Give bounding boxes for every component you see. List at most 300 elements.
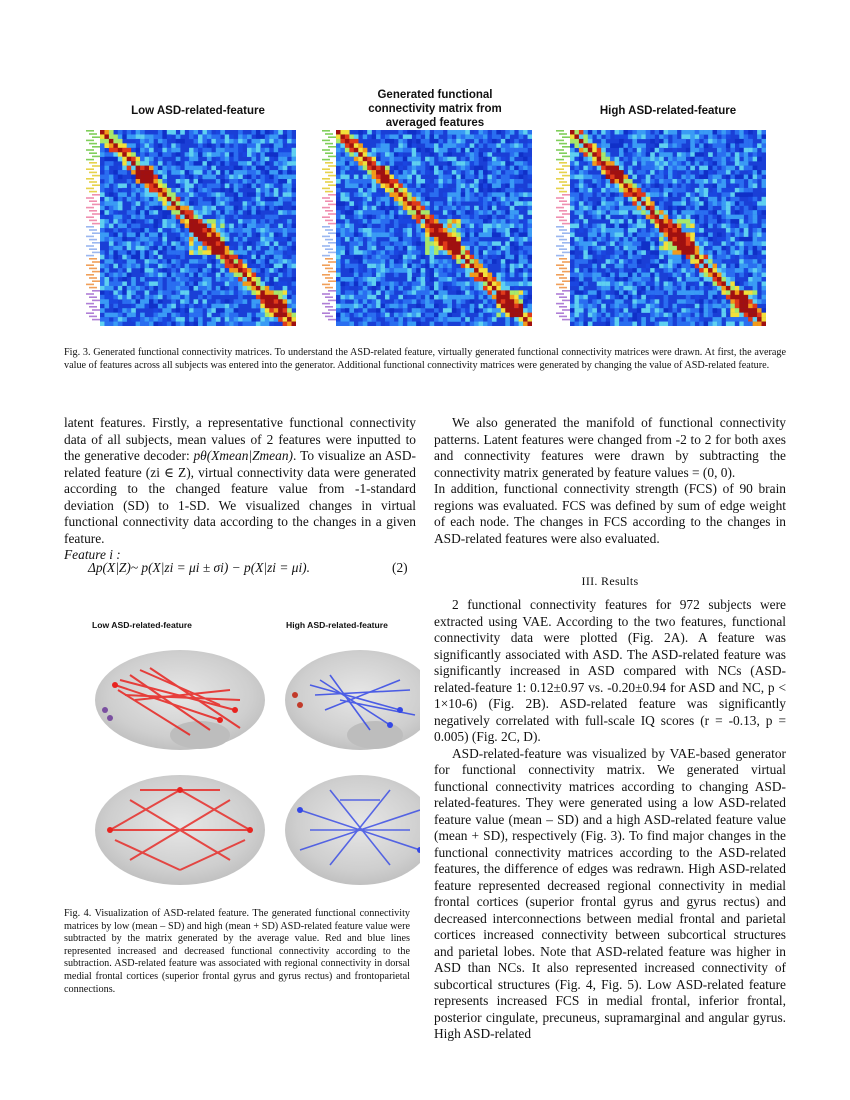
matrix-cell [597,224,602,229]
matrix-cell [601,264,606,269]
matrix-cell [641,197,646,202]
matrix-cell [514,219,519,224]
matrix-cell [207,139,212,144]
matrix-cell [601,277,606,282]
matrix-cell [269,264,274,269]
matrix-cell [574,268,579,273]
row-label-tick [86,130,94,132]
matrix-cell [619,250,624,255]
matrix-cell [381,308,386,313]
matrix-cell [744,250,749,255]
matrix-cell [287,219,292,224]
matrix-cell [274,143,279,148]
row-label-tick [89,306,97,308]
matrix-cell [641,152,646,157]
matrix-cell [717,170,722,175]
matrix-cell [131,215,136,220]
matrix-cell [211,268,216,273]
matrix-cell [583,237,588,242]
matrix-cell [650,290,655,295]
matrix-cell [421,166,426,171]
matrix-cell [194,206,199,211]
matrix-cell [583,175,588,180]
matrix-cell [713,255,718,260]
matrix-cell [153,246,158,251]
matrix-cell [153,268,158,273]
matrix-cell [704,130,709,135]
matrix-cell [403,161,408,166]
matrix-cell [176,170,181,175]
matrix-cell [443,224,448,229]
matrix-cell [496,148,501,153]
matrix-cell [278,290,283,295]
matrix-cell [425,295,430,300]
matrix-cell [735,295,740,300]
matrix-cell [176,232,181,237]
matrix-cell [430,259,435,264]
matrix-cell [579,290,584,295]
matrix-cell [354,192,359,197]
matrix-cell [265,304,270,309]
matrix-cell [606,286,611,291]
matrix-cell [274,308,279,313]
matrix-cell [185,210,190,215]
matrix-cell [340,304,345,309]
matrix-cell [243,161,248,166]
matrix-cell [637,201,642,206]
matrix-cell [496,273,501,278]
matrix-cell [461,295,466,300]
matrix-cell [597,290,602,295]
matrix-cell [278,179,283,184]
matrix-cell [452,246,457,251]
matrix-cell [583,183,588,188]
matrix-cell [470,281,475,286]
matrix-cell [198,268,203,273]
matrix-cell [145,304,150,309]
matrix-cell [704,241,709,246]
matrix-cell [256,197,261,202]
matrix-cell [376,232,381,237]
matrix-cell [650,228,655,233]
matrix-cell [278,201,283,206]
matrix-cell [438,170,443,175]
matrix-cell [149,273,154,278]
matrix-cell [713,175,718,180]
matrix-cell [461,299,466,304]
matrix-cell [615,143,620,148]
matrix-cell [189,201,194,206]
matrix-cell [730,295,735,300]
matrix-cell [601,295,606,300]
matrix-cell [162,188,167,193]
matrix-cell [677,224,682,229]
matrix-cell [704,232,709,237]
matrix-cell [225,134,230,139]
matrix-cell [225,183,230,188]
matrix-cell [699,299,704,304]
matrix-cell [145,295,150,300]
matrix-cell [416,148,421,153]
matrix-cell [708,166,713,171]
matrix-cell [265,206,270,211]
matrix-cell [283,134,288,139]
matrix-cell [487,232,492,237]
matrix-cell [122,255,127,260]
matrix-cell [425,313,430,318]
matrix-cell [336,250,341,255]
matrix-cell [336,246,341,251]
matrix-cell [646,161,651,166]
matrix-cell [505,268,510,273]
matrix-cell [238,246,243,251]
matrix-cell [708,264,713,269]
matrix-cell [474,277,479,282]
matrix-cell [104,299,109,304]
matrix-cell [452,317,457,322]
matrix-cell [465,183,470,188]
matrix-cell [695,201,700,206]
matrix-cell [336,210,341,215]
matrix-cell [265,308,270,313]
matrix-cell [185,166,190,171]
matrix-cell [659,210,664,215]
matrix-cell [570,255,575,260]
matrix-cell [730,192,735,197]
matrix-cell [149,157,154,162]
matrix-cell [358,192,363,197]
matrix-cell [247,206,252,211]
matrix-cell [690,232,695,237]
matrix-cell [762,241,766,246]
matrix-cell [641,317,646,322]
matrix-cell [421,161,426,166]
row-label-tick [92,194,100,196]
matrix-cell [176,148,181,153]
matrix-cell [171,201,176,206]
matrix-cell [211,192,216,197]
matrix-cell [430,264,435,269]
matrix-cell [238,317,243,322]
matrix-cell [492,197,497,202]
matrix-cell [416,134,421,139]
matrix-cell [659,161,664,166]
matrix-cell [713,250,718,255]
matrix-cell [136,317,141,322]
matrix-cell [349,264,354,269]
matrix-cell [149,152,154,157]
matrix-cell [528,246,532,251]
matrix-cell [492,161,497,166]
matrix-cell [632,188,637,193]
matrix-cell [185,201,190,206]
matrix-cell [619,206,624,211]
matrix-cell [438,179,443,184]
matrix-cell [118,201,123,206]
matrix-cell [100,255,105,260]
matrix-cell [185,241,190,246]
matrix-cell [389,322,394,326]
matrix-cell [140,299,145,304]
matrix-cell [637,215,642,220]
matrix-cell [623,215,628,220]
matrix-cell [610,183,615,188]
matrix-cell [699,264,704,269]
matrix-cell [713,259,718,264]
matrix-cell [283,192,288,197]
matrix-cell [354,206,359,211]
matrix-cell [171,268,176,273]
matrix-cell [672,188,677,193]
matrix-cell [753,246,758,251]
matrix-cell [704,250,709,255]
matrix-cell [216,201,221,206]
matrix-cell [381,152,386,157]
matrix-cell [650,157,655,162]
matrix-cell [292,201,296,206]
matrix-cell [601,175,606,180]
matrix-cell [655,232,660,237]
matrix-cell [717,179,722,184]
matrix-cell [127,134,132,139]
matrix-cell [412,295,417,300]
matrix-cell [100,308,105,313]
matrix-cell [292,161,296,166]
matrix-cell [162,228,167,233]
matrix-cell [637,281,642,286]
matrix-cell [704,322,709,326]
matrix-cell [646,281,651,286]
row-label-tick [92,175,100,177]
matrix-cell [398,241,403,246]
matrix-cell [492,277,497,282]
matrix-cell [185,224,190,229]
row-label-tick [328,136,336,138]
matrix-cell [579,322,584,326]
matrix-cell [501,232,506,237]
matrix-cell [695,161,700,166]
matrix-cell [637,277,642,282]
matrix-cell [619,188,624,193]
matrix-cell [664,286,669,291]
matrix-cell [158,255,163,260]
matrix-cell [136,246,141,251]
matrix-cell [708,250,713,255]
matrix-cell [615,134,620,139]
matrix-cell [713,197,718,202]
matrix-cell [180,304,185,309]
matrix-cell [735,268,740,273]
matrix-cell [677,210,682,215]
matrix-cell [256,166,261,171]
matrix-cell [425,264,430,269]
matrix-cell [292,188,296,193]
matrix-cell [430,246,435,251]
row-label-tick [562,184,570,186]
matrix-cell [425,197,430,202]
matrix-cell [274,232,279,237]
matrix-cell [659,206,664,211]
matrix-cell [514,215,519,220]
matrix-cell [579,157,584,162]
matrix-cell [283,152,288,157]
matrix-cell [216,139,221,144]
matrix-cell [354,264,359,269]
matrix-cell [171,228,176,233]
row-label-tick [559,248,567,250]
matrix-cell [354,183,359,188]
row-label-tick [86,159,94,161]
matrix-cell [349,201,354,206]
matrix-cell [677,313,682,318]
matrix-cell [492,179,497,184]
matrix-cell [574,290,579,295]
matrix-cell [677,161,682,166]
matrix-cell [615,281,620,286]
matrix-cell [434,232,439,237]
matrix-cell [574,161,579,166]
matrix-cell [145,322,150,326]
matrix-cell [403,201,408,206]
matrix-cell [225,175,230,180]
matrix-cell [677,250,682,255]
matrix-cell [292,277,296,282]
matrix-cell [136,139,141,144]
matrix-cell [672,232,677,237]
matrix-cell [695,237,700,242]
matrix-cell [677,228,682,233]
matrix-cell [434,250,439,255]
matrix-cell [757,175,762,180]
matrix-cell [109,197,114,202]
matrix-cell [122,148,127,153]
matrix-cell [336,161,341,166]
matrix-cell [438,175,443,180]
matrix-cell [118,295,123,300]
matrix-cell [220,246,225,251]
matrix-cell [122,317,127,322]
matrix-cell [260,152,265,157]
matrix-cell [505,237,510,242]
matrix-cell [145,237,150,242]
matrix-cell [730,281,735,286]
matrix-cell [744,175,749,180]
matrix-cell [421,250,426,255]
matrix-cell [664,179,669,184]
matrix-cell [757,157,762,162]
matrix-cell [140,313,145,318]
matrix-cell [623,286,628,291]
matrix-cell [118,259,123,264]
matrix-cell [109,295,114,300]
matrix-cell [695,210,700,215]
matrix-cell [610,175,615,180]
matrix-cell [470,264,475,269]
matrix-cell [601,201,606,206]
matrix-cell [145,143,150,148]
matrix-cell [615,255,620,260]
row-label-tick [322,274,330,276]
matrix-cell [389,232,394,237]
matrix-cell [176,139,181,144]
matrix-cell [668,322,673,326]
matrix-cell [510,206,515,211]
matrix-cell [140,130,145,135]
matrix-cell [465,166,470,171]
matrix-cell [109,246,114,251]
matrix-cell [695,197,700,202]
matrix-cell [695,308,700,313]
matrix-cell [407,259,412,264]
matrix-cell [416,250,421,255]
matrix-cell [510,255,515,260]
matrix-cell [211,139,216,144]
matrix-cell [483,224,488,229]
matrix-cell [394,219,399,224]
matrix-cell [465,219,470,224]
matrix-cell [757,273,762,278]
matrix-cell [367,250,372,255]
matrix-cell [269,304,274,309]
matrix-cell [336,179,341,184]
matrix-cell [416,286,421,291]
matrix-cell [592,157,597,162]
matrix-cell [238,232,243,237]
matrix-cell [229,268,234,273]
matrix-cell [690,268,695,273]
row-label-tick [328,194,336,196]
matrix-cell [704,161,709,166]
matrix-cell [606,166,611,171]
matrix-cell [336,175,341,180]
matrix-cell [465,317,470,322]
matrix-cell [278,317,283,322]
matrix-cell [474,264,479,269]
matrix-cell [421,286,426,291]
matrix-cell [189,157,194,162]
matrix-cell [185,152,190,157]
matrix-cell [122,161,127,166]
matrix-cell [735,228,740,233]
matrix-cell [412,170,417,175]
matrix-cell [176,273,181,278]
matrix-cell [713,264,718,269]
matrix-cell [283,175,288,180]
matrix-cell [220,264,225,269]
matrix-cell [287,139,292,144]
matrix-cell [256,215,261,220]
matrix-cell [260,224,265,229]
matrix-cell [650,299,655,304]
matrix-cell [699,175,704,180]
matrix-cell [583,170,588,175]
matrix-cell [336,255,341,260]
matrix-cell [118,139,123,144]
matrix-cell [744,210,749,215]
matrix-cell [416,152,421,157]
matrix-cell [194,259,199,264]
matrix-cell [632,313,637,318]
matrix-cell [358,259,363,264]
matrix-cell [735,299,740,304]
matrix-cell [251,130,256,135]
matrix-cell [704,277,709,282]
matrix-cell [619,228,624,233]
matrix-cell [713,210,718,215]
matrix-cell [363,286,368,291]
matrix-cell [367,215,372,220]
matrix-cell [140,183,145,188]
